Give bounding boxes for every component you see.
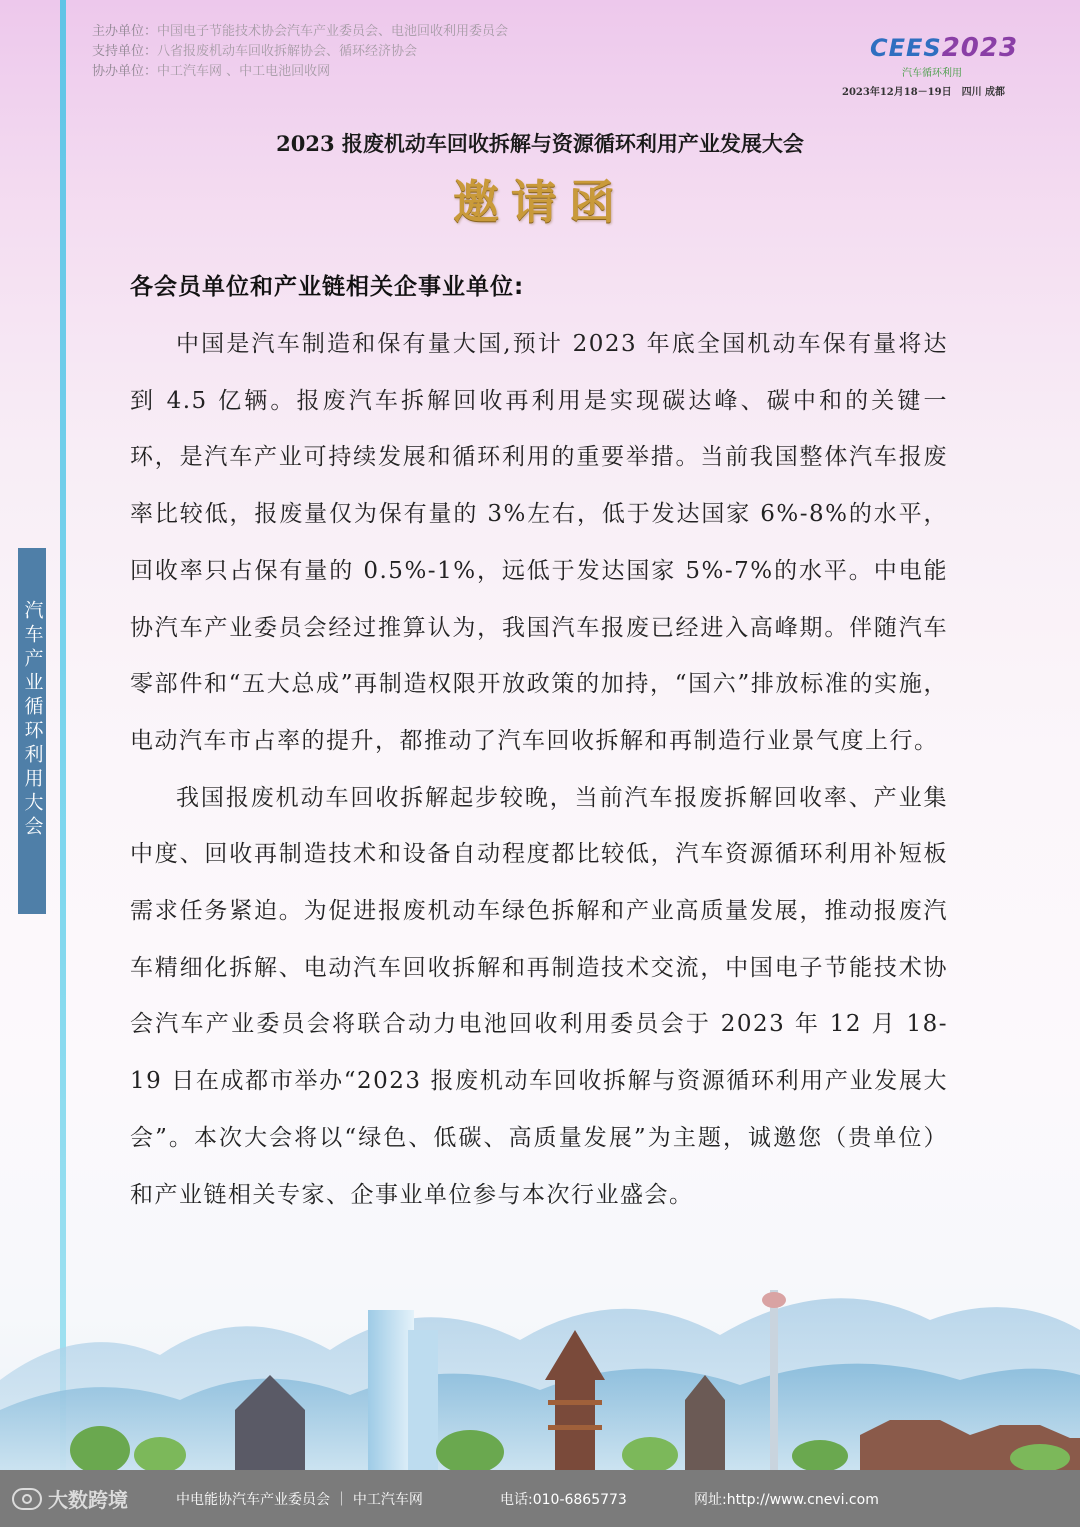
organizer-value: 中工汽车网 、中工电池回收网 [157, 64, 331, 79]
pagoda-floor [548, 1400, 602, 1405]
organizer-value: 中国电子节能技术协会汽车产业委员会、电池回收利用委员会 [157, 24, 509, 39]
footer-website: 网址:http://www.cnevi.com [694, 1492, 879, 1508]
watermark-logo-icon [12, 1488, 42, 1510]
organizer-label: 协办单位： [92, 64, 158, 79]
side-tab [18, 548, 46, 914]
event-date-location: 2023年12月18－19日 四川 成都 [842, 87, 1006, 98]
side-tab-label: 汽车产业循环利用大会 [21, 600, 44, 840]
skyscraper [408, 1330, 438, 1470]
organizer-label: 主办单位： [92, 24, 158, 39]
greeting: 各会员单位和产业链相关企事业单位: [130, 274, 525, 300]
letter-body [130, 316, 948, 1223]
skyscraper [368, 1310, 414, 1470]
conference-title: 2023 报废机动车回收拆解与资源循环利用产业发展大会 [276, 131, 804, 156]
footer-bar [0, 1470, 1080, 1527]
invitation-heading: 邀请函 [453, 175, 627, 229]
tv-tower-pod [762, 1292, 786, 1308]
event-logo [842, 33, 1020, 98]
footer-phone: 电话:010-6865773 [500, 1492, 627, 1508]
organizer-label: 支持单位： [92, 44, 158, 59]
organizer-co-host [92, 62, 508, 82]
logo-subtitle: 汽车循环利用 [902, 68, 962, 79]
paragraph: 我国报废机动车回收拆解起步较晚，当前汽车报废拆解回收率、产业集中度、回收再制造技术和设备自动程度都比较低，汽车资源循环利用补短板需求任务紧迫。为促进报废机动车绿色拆解和产业高质量发展，推动报废汽车精细化拆解、电动汽车回收拆解和再制造技术交流，中国电子节能技术协会汽车产业委员会将联合动力电池回收利用委员会于 2023 年 12 月 18-19 日在成都市举办“2023 报废机动车回收拆解与资源循环利用产业发展大会”。本次大会将以“绿色、低碳、高质量发展”为主题，诚邀您（贵单位）和产业链相关专家、企事业单位参与本次行业盛会。 [130, 784, 948, 1208]
paragraph: 中国是汽车制造和保有量大国,预计 2023 年底全国机动车保有量将达到 4.5 亿辆。报废汽车拆解回收再利用是实现碳达峰、碳中和的关键一环，是汽车产业可持续发展和循环利用的重要举措。当前我国整体汽车报废率比较低，报废量仅为保有量的 3%左右，低于发达国家 6%-8%的水平，回收率只占保有量的 0.5%-1%，远低于发达国家 5%-7%的水平。中电能协汽车产业委员会经过推算认为，我国汽车报废已经进入高峰期。伴随汽车零部件和“五大总成”再制造权限开放政策的加持，“国六”排放标准的实施，电动汽车市占率的提升，都推动了汽车回收拆解和再制造行业景气度上行。 [130, 331, 948, 754]
footer-organization: 中电能协汽车产业委员会 ｜ 中工汽车网 [176, 1492, 423, 1508]
logo-letters: CEES [870, 34, 942, 62]
organizer-support [92, 42, 508, 62]
organizer-value: 八省报废机动车回收拆解协会、循环经济协会 [157, 44, 418, 59]
logo-year: 2023 [941, 33, 1019, 63]
organizer-host [92, 22, 508, 42]
city-skyline-illustration [0, 1260, 1080, 1470]
tv-tower-shaft [770, 1290, 778, 1470]
pagoda-floor [548, 1425, 602, 1430]
watermark [12, 1484, 128, 1513]
watermark-text: 大数跨境 [48, 1488, 128, 1512]
logo-mark [870, 34, 1020, 62]
organizers-block [92, 22, 508, 82]
